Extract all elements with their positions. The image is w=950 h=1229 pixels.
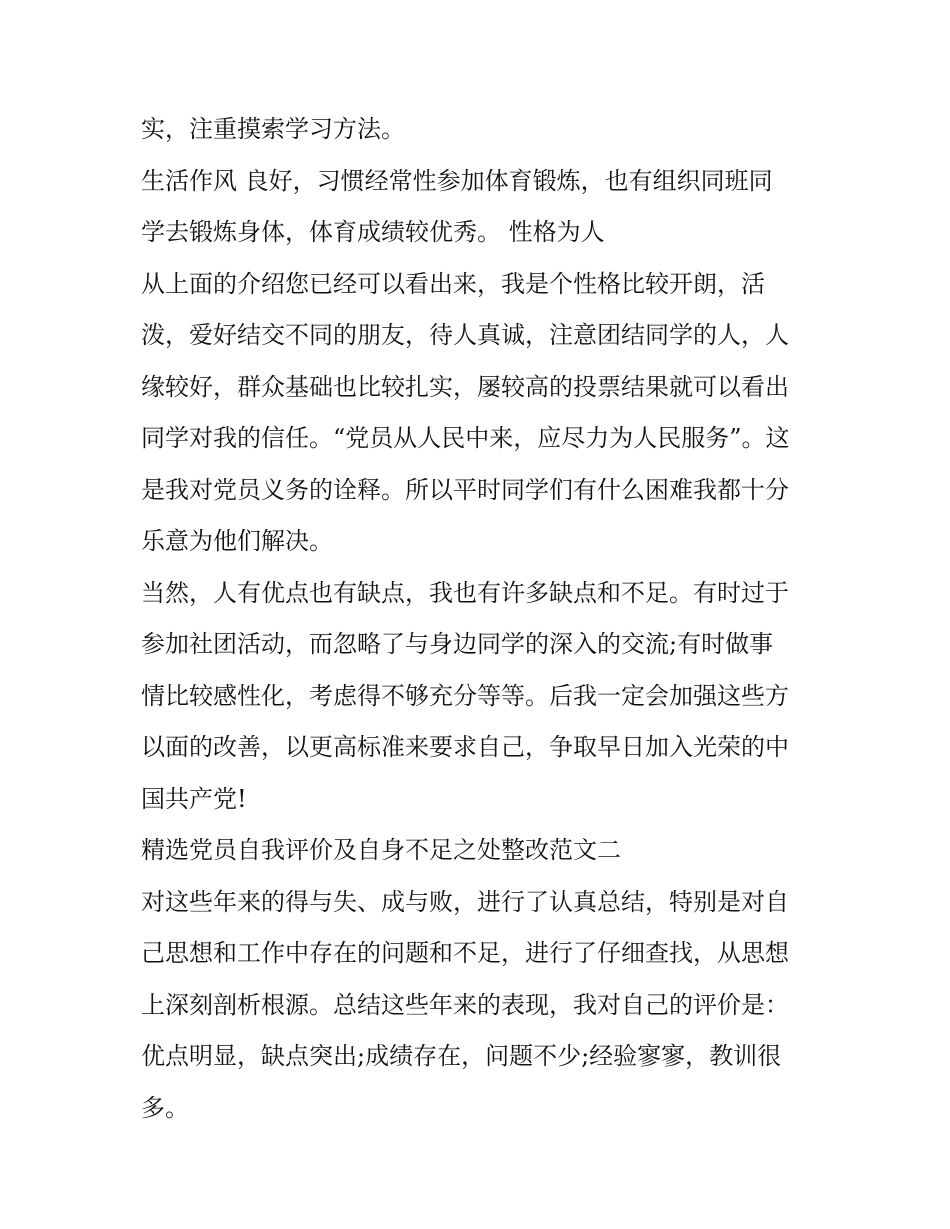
text-line: 参加社团活动，而忽略了与身边同学的深入的交流;有时做事 <box>141 630 774 658</box>
text-line: 情比较感性化，考虑得不够充分等等。后我一定会加强这些方 <box>141 681 789 710</box>
text-line: 当然，人有优点也有缺点，我也有许多缺点和不足。有时过于 <box>141 578 789 607</box>
text-line: 生活作风 良好，习惯经常性参加体育锻炼，也有组织同班同 <box>141 166 773 195</box>
section-heading: 精选党员自我评价及自身不足之处整改范文二 <box>141 836 621 864</box>
text-line: 泼，爱好结交不同的朋友，待人真诚，注意团结同学的人，人 <box>141 321 789 349</box>
text-line: 己思想和工作中存在的问题和不足，进行了仔细查找，从思想 <box>141 939 789 967</box>
text-line: 乐意为他们解决。 <box>141 527 333 555</box>
text-line: 上深刻剖析根源。总结这些年来的表现，我对自己的评价是： <box>141 990 789 1019</box>
text-line: 多。 <box>141 1093 189 1122</box>
text-line: 以面的改善，以更高标准来要求自己，争取早日加入光荣的中 <box>141 733 789 761</box>
text-line: 是我对党员义务的诠释。所以平时同学们有什么困难我都十分 <box>141 475 789 504</box>
text-line: 从上面的介绍您已经可以看出来，我是个性格比较开朗，活 <box>141 269 765 298</box>
text-line: 国共产党! <box>141 784 247 813</box>
text-line: 同学对我的信任。“党员从人民中来，应尽力为人民服务”。这 <box>141 424 790 452</box>
text-line: 实，注重摸索学习方法。 <box>141 115 405 143</box>
document-body <box>141 104 821 1134</box>
text-line: 对这些年来的得与失、成与败，进行了认真总结，特别是对自 <box>141 887 789 916</box>
text-line: 学去锻炼身体，体育成绩较优秀。 性格为人 <box>141 218 605 246</box>
text-line: 优点明显，缺点突出;成绩存在，问题不少;经验寥寥，教训很 <box>141 1042 782 1070</box>
text-line: 缘较好，群众基础也比较扎实，屡较高的投票结果就可以看出 <box>141 372 789 401</box>
